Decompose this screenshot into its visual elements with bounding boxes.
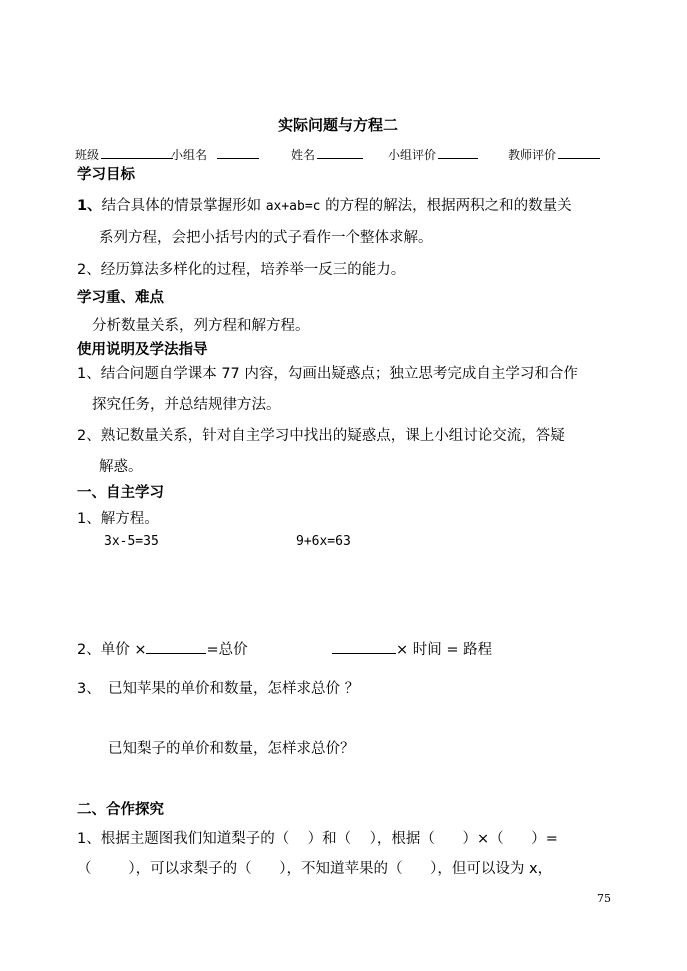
cooperative-line-2: （ ），可以求梨子的（ ），不知道苹果的（ ），但可以设为 x， (77, 861, 553, 877)
equation-1: 3x-5=35 (104, 534, 159, 549)
key-points-text: 分析数量关系，列方程和解方程。 (92, 318, 310, 334)
name-blank[interactable] (317, 147, 363, 159)
objective-1-line-2: 系列方程，会把小括号内的式子看作一个整体求解。 (99, 230, 433, 246)
objective-1-line-1 (77, 199, 572, 214)
equation-2: 9+6x=63 (296, 534, 351, 549)
instruction-2-line-2: 解惑。 (99, 459, 143, 475)
info-group (171, 147, 259, 161)
info-class (75, 147, 173, 161)
q2-right: × 时间 = 路程 (396, 642, 493, 658)
page-number: 75 (597, 892, 611, 905)
objective-2: 2、经历算法多样化的过程，培养举一反三的能力。 (77, 262, 406, 278)
instruction-2-line-1: 2、熟记数量关系，针对自主学习中找出的疑惑点，课上小组讨论交流，答疑 (77, 428, 565, 444)
group-eval-label: 小组评价 (388, 148, 437, 162)
instructions-heading: 使用说明及学法指导 (77, 342, 208, 358)
key-points-heading: 学习重、难点 (77, 290, 164, 306)
info-teacher-eval (508, 147, 600, 161)
info-group-eval (388, 147, 478, 161)
objectives-heading: 学习目标 (77, 167, 135, 183)
group-label: 小组名 (171, 148, 208, 162)
self-study-q1-label: 1、解方程。 (77, 511, 159, 527)
objective-1-text-a: 结合具体的情景掌握形如 (101, 198, 266, 214)
self-study-q3-apple: 已知苹果的单价和数量，怎样求总价 ？ (108, 681, 360, 697)
info-name (291, 147, 363, 161)
page-title: 实际问题与方程二 (278, 116, 399, 134)
teacher-eval-blank[interactable] (558, 147, 600, 159)
instruction-1-line-1: 1、结合问题自学课本 77 内容，勾画出疑惑点；独立思考完成自主学习和合作 (77, 366, 578, 382)
group-eval-blank[interactable] (438, 147, 478, 159)
self-study-q3-pear: 已知梨子的单价和数量，怎样求总价？ (108, 741, 355, 757)
self-study-q2-left (77, 639, 248, 658)
objective-1-number: 1、 (77, 198, 102, 214)
q2-blank-2[interactable] (332, 639, 396, 654)
instruction-1-line-2: 探究任务，并总结规律方法。 (92, 397, 281, 413)
class-label: 班级 (75, 148, 100, 162)
objective-1-formula: ax+ab=c (265, 199, 321, 214)
cooperative-line-1: 1、根据主题图我们知道梨子的（ ）和（ ），根据（ ）×（ ）= (77, 831, 558, 847)
cooperative-heading: 二、合作探究 (77, 802, 164, 818)
objective-1-text-b: 的方程的解法，根据两积之和的数量关 (320, 198, 572, 214)
teacher-eval-label: 教师评价 (508, 148, 557, 162)
q2-prefix: 2、单价 × (77, 642, 147, 658)
q2-blank-1[interactable] (146, 639, 206, 654)
self-study-heading: 一、自主学习 (77, 485, 164, 501)
q2-mid: =总价 (206, 642, 248, 658)
group-blank[interactable] (217, 147, 259, 159)
name-label: 姓名 (291, 148, 316, 162)
class-blank[interactable] (101, 147, 173, 159)
self-study-q2-right (332, 639, 492, 658)
self-study-q3-label: 3、 (77, 681, 101, 697)
